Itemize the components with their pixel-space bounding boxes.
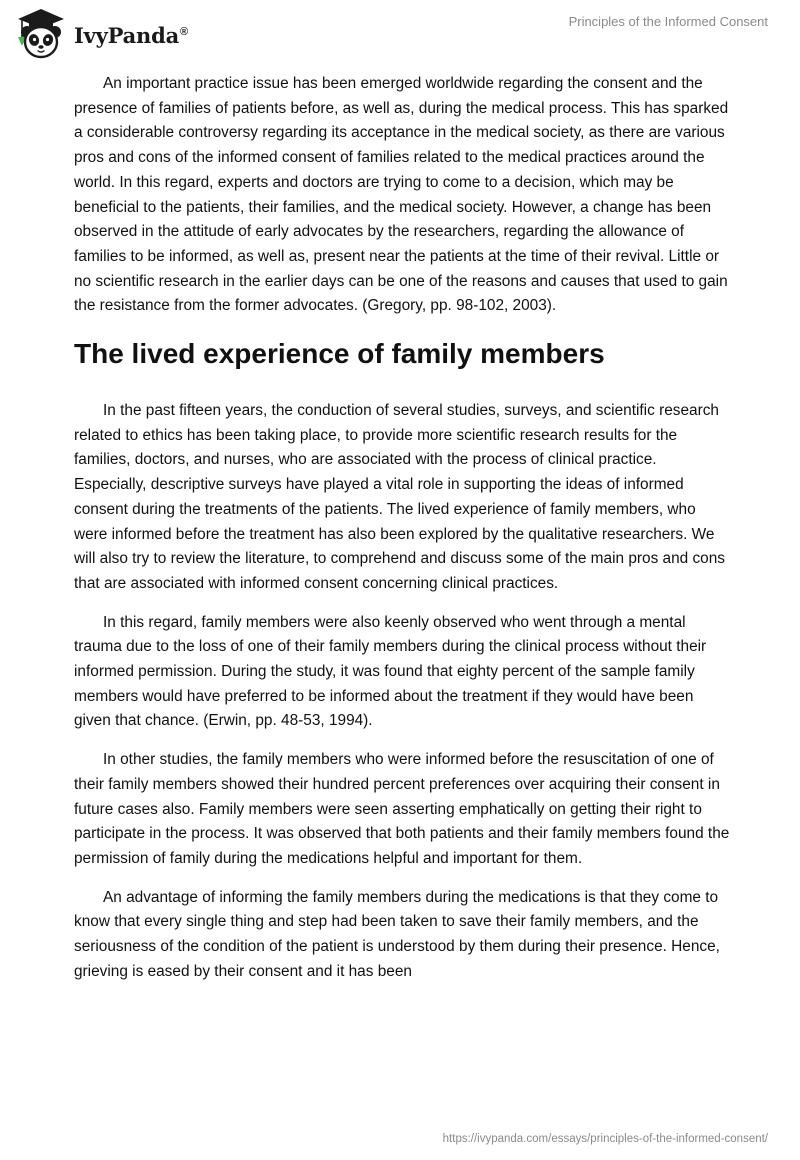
paragraph: In other studies, the family members who were informed before the resuscitation of one of their family members showed their hundred percent preferences over acquiring their consent in future cases also. Family members were seen asserting emphatically on getting their right to participate in the process. It was observed that both patients and their family members found the permission of family during the medications helpful and important for them. bbox=[74, 751, 730, 867]
source-url-link[interactable]: https://ivypanda.com/essays/principles-of-the-informed-consent/ bbox=[442, 1133, 768, 1145]
page-header bbox=[0, 0, 800, 70]
essay-body bbox=[74, 72, 730, 999]
brand-name: IvyPanda® bbox=[74, 22, 188, 48]
registered-mark: ® bbox=[180, 25, 188, 38]
section-heading: The lived experience of family members bbox=[74, 338, 605, 370]
document-title: Principles of the Informed Consent bbox=[568, 14, 768, 29]
panda-graduate-icon bbox=[14, 6, 68, 62]
paragraph: In the past fifteen years, the conduction of several studies, surveys, and scientific research related to ethics has been taking place, to provide more scientific research results for the families, doctors, and nurses, who are associated with the process of clinical practice. Especially, descriptive surveys have played a vital role in supporting the ideas of informed consent during the treatments of the patients. The lived experience of family members, who were informed before the treatment has also been explored by the qualitative researchers. We will also try to review the literature, to comprehend and discuss some of the main pros and cons that are associated with informed consent concerning clinical practices. bbox=[74, 402, 725, 592]
brand-logo[interactable] bbox=[14, 6, 188, 62]
paragraph: An important practice issue has been emerged worldwide regarding the consent and the presence of families of patients before, as well as, during the medical process. This has sparked a considerable controversy regarding its acceptance in the medical society, as there are various pros and cons of the informed consent of families related to the medical practices around the world. In this regard, experts and doctors are trying to come to a decision, which may be beneficial to the patients, their families, and the medical society. However, a change has been observed in the attitude of early advocates by the researchers, regarding the allowance of families to be informed, as well as, present near the patients at the time of their revival. Little or no scientific research in the earlier days can be one of the reasons and causes that used to gain the resistance from the former advocates. (Gregory, pp. 98-102, 2003). bbox=[74, 75, 729, 315]
paragraph: In this regard, family members were also keenly observed who went through a mental trauma due to the loss of one of their family members during the clinical process without their informed permission. During the study, it was found that eighty percent of the sample family members would have preferred to be informed about the treatment if they would have been given that chance. (Erwin, pp. 48-53, 1994). bbox=[74, 613, 707, 730]
paragraph: An advantage of informing the family members during the medications is that they come to know that every single thing and step had been taken to save their family members, and the seriousness of the condition of the patient is understood by them during their presence. Hence, grieving is eased by their consent and it has been bbox=[74, 888, 720, 980]
